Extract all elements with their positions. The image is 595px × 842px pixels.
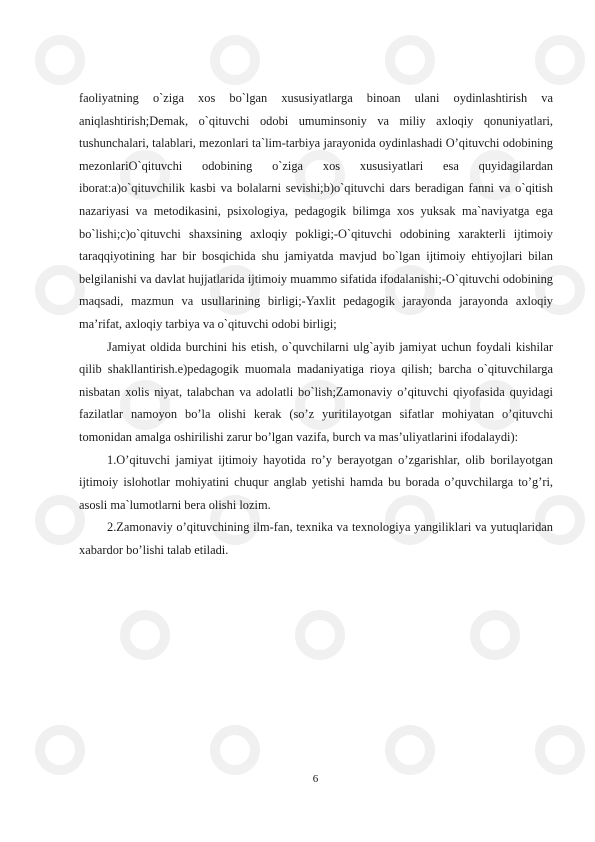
document-body [79,87,553,561]
paragraph-2: Jamiyat oldida burchini his etish, o`quvchilarni ulg`ayib jamiyat uchun foydali kishilar qilib shakllantirish.e)pedagogik muomala madaniyatiga rioya qilish; barcha o`qituvchilarga nisbatan xolis niyat, talabchan va adolatli bo`lish;Zamonaviy o’qituvchi qiyofasida quyidagi fazilatlar namoyon bo’la olishi kerak (so’z yuritilayotgan sifatlar mohiyatan o’qituvchi tomonidan amalga oshirilishi zarur bo’lgan vazifa, burch va mas’uliyatlarini ifodalaydi): [79,339,553,444]
paragraph-1: faoliyatning o`ziga xos bo`lgan xususiyatlarga binoan ulani oydinlashtirish va aniqlashtirish;Demak, o`qituvchi odobi umuminsoniy va miliy axloqiy qonuniyatlari, tushunchalari, talablari, mezonlari ta`lim-tarbiya jarayonida oydinlashadi O’qituvchi odobining mezonlariO`qituvchi odobining o`ziga xos xususiyatlari esa quyidagilardan iborat:a)o`qituvchilik kasbi va bolalarni sevishi;b)o`qituvchi dars beradigan fanni va o`qitish nazariyasi va metodikasini, psixologiya, pedagogik bilimga xos yuksak ma`naviyatga ega bo`lishi;c)o`qituvchi shaxsining axloqiy pokligi;-O`qituvchi odobining xarakterli ijtimoiy taraqqiyotining har bir bosqichida shu jamiyatda mavjud bo`lgan ijtimoiy ehtiyojlari bilan belgilanishi va davlat hujjatlarida ijtimoiy muammo sifatida ifodalanishi;-O`qituvchi odobining maqsadi, mazmun va usullarining birligi;-Yaxlit pedagogik jarayonda jarayonda axloqiy ma’rifat, axloqiy tarbiya va o`qituvchi odobi birligi; [79,91,553,331]
paragraph-4: 2.Zamonaviy o’qituvchining ilm-fan, texnika va texnologiya yangiliklari va yutuqlaridan xabardor bo’lishi talab etiladi. [79,520,553,557]
page-number: 6 [312,773,319,785]
paragraph-3: 1.O’qituvchi jamiyat ijtimoiy hayotida ro’y berayotgan o’zgarishlar, olib borilayotgan ijtimoiy islohotlar mohiyatini chuqur anglab yetishi hamda bu borada o’quvchilarga to’g’ri, asosli ma`lumotlarni bera olishi lozim. [79,452,553,512]
